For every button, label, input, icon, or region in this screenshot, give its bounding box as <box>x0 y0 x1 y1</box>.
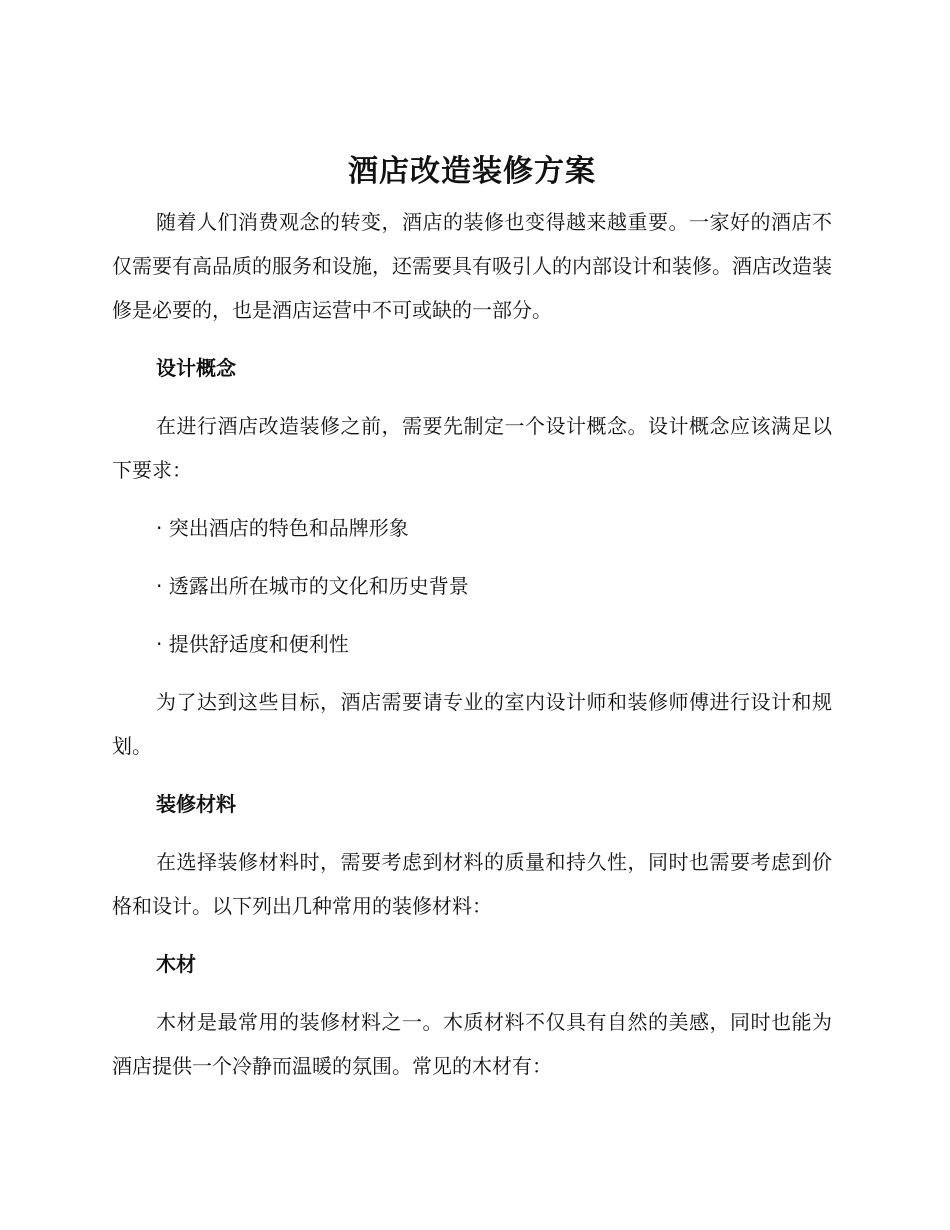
wood-heading: 木材 <box>156 952 196 976</box>
document-title: 酒店改造装修方案 <box>348 154 596 189</box>
design-bullet-2: · 透露出所在城市的文化和历史背景 <box>156 574 469 598</box>
materials-paragraph: 在选择装修材料时，需要考虑到材料的质量和持久性，同时也需要考虑到价格和设计。以下列出几种常用的装修材料： <box>112 850 832 918</box>
design-closing-paragraph: 为了达到这些目标，酒店需要请专业的室内设计师和装修师傅进行设计和规划。 <box>112 690 832 758</box>
design-concept-heading: 设计概念 <box>156 356 236 380</box>
design-bullet-1: · 突出酒店的特色和品牌形象 <box>156 516 409 540</box>
wood-paragraph: 木材是最常用的装修材料之一。木质材料不仅具有自然的美感，同时也能为酒店提供一个冷静而温暖的氛围。常见的木材有： <box>112 1010 832 1078</box>
design-concept-paragraph: 在进行酒店改造装修之前，需要先制定一个设计概念。设计概念应该满足以下要求： <box>112 414 832 482</box>
intro-paragraph: 随着人们消费观念的转变，酒店的装修也变得越来越重要。一家好的酒店不仅需要有高品质的服务和设施，还需要具有吸引人的内部设计和装修。酒店改造装修是必要的，也是酒店运营中不可或缺的一部分。 <box>112 210 832 322</box>
materials-heading: 装修材料 <box>156 792 236 816</box>
design-bullet-3: · 提供舒适度和便利性 <box>156 632 349 656</box>
document-page <box>112 150 832 1088</box>
